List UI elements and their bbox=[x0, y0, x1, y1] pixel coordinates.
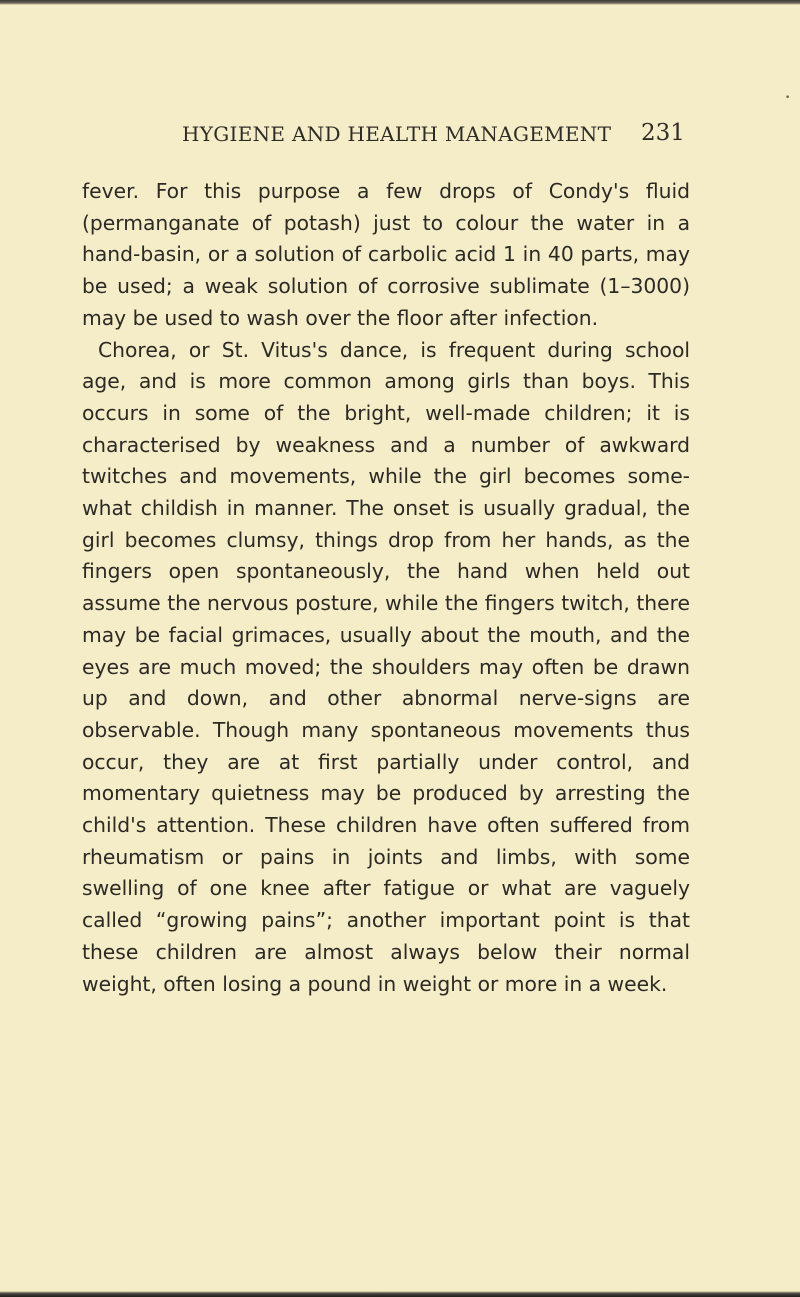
paragraph-fever-disinfection: fever. For this purpose a few drops of Condy's fluid (permanganate of potash) just to colour the water in a hand-basin, or a solution of carbolic acid 1 in 40 parts, may be used; a weak solution of corrosive sublimate (1–3000) may be used to wash over the floor after infection. bbox=[82, 179, 690, 330]
body-text bbox=[82, 176, 690, 1000]
paper-speck: • bbox=[785, 93, 791, 103]
page-bottom-edge bbox=[0, 1291, 800, 1297]
page-top-edge bbox=[0, 0, 800, 5]
running-head bbox=[0, 122, 800, 152]
paragraph-chorea: Chorea, or St. Vitus's dance, is frequent during school age, and is more common among girls than boys. This occurs in some of the bright, well-made children; it is characterised by weakness and a number of awkward twitches and movements, while the girl becomes some-what childish in manner. The onset is usually gradual, the girl becomes clumsy, things drop from her hands, as the fingers open spontaneously, the hand when held out assume the nervous posture, while the fingers twitch, there may be facial grimaces, usually about the mouth, and the eyes are much moved; the shoulders may often be drawn up and down, and other abnormal nerve-signs are observable. Though many spontaneous movements thus occur, they are at first partially under control, and momentary quietness may be produced by arresting the child's attention. These children have often suffered from rheumatism or pains in joints and limbs, with some swelling of one knee after fatigue or what are vaguely called “growing pains”; another important point is that these children are almost always below their normal weight, often losing a pound in weight or more in a week. bbox=[82, 337, 690, 996]
page-number: 231 bbox=[641, 120, 685, 146]
running-title: HYGIENE AND HEALTH MANAGEMENT bbox=[182, 122, 612, 146]
